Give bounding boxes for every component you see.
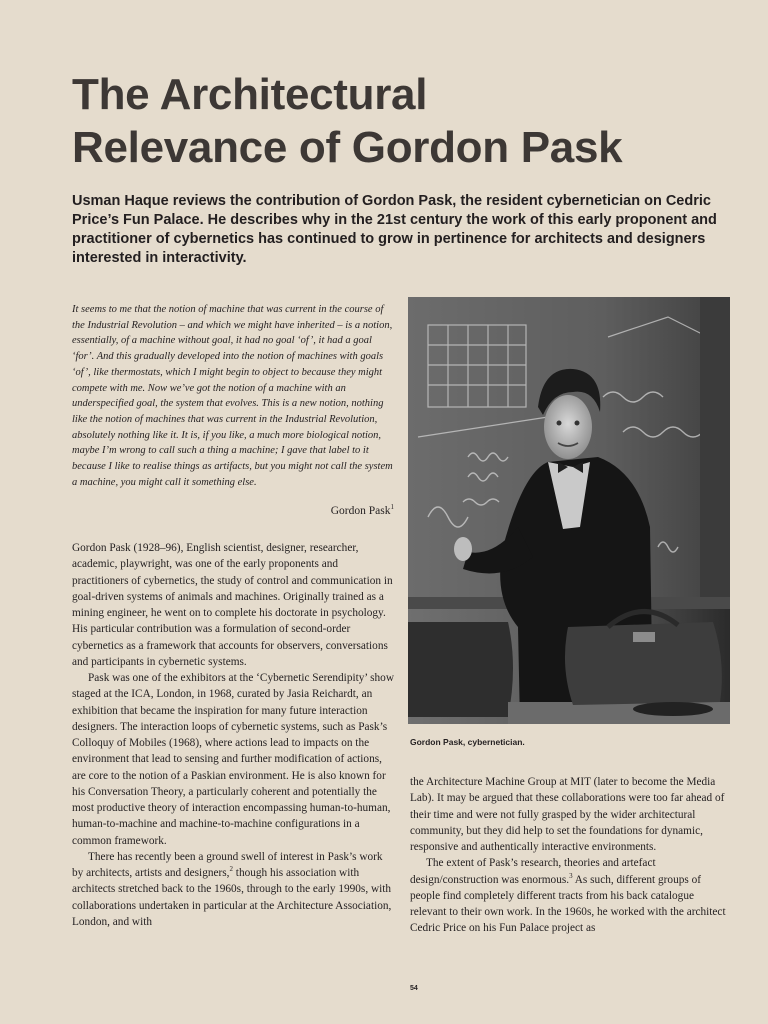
paragraph: the Architecture Machine Group at MIT (later to become the Media Lab). It may be argued that these collaborations were too far ahead of their time and were not fully grasped by the wider architectural community, but they did help to set the foundations for dynamic, responsive and authentically interactive environments. xyxy=(410,776,725,853)
body-column-right xyxy=(410,774,732,937)
epigraph-quote: It seems to me that the notion of machine that was current in the course of the Industrial Revolution – and which we might have inherited – is a notion, essentially, of a machine without goal, it had no goal ‘of’, it had a goal ‘for’. And this gradually developed into the notion of machines with goals ‘of’, like thermostats, which I might begin to object to because they might compete with me. Now we’ve got the notion of a machine with an underspecified goal, the system that evolves. This is a new notion, nothing like the notion of machines that was current in the Industrial Revolution, absolutely nothing like it. It is, if you like, a much more biological notion, maybe I’m wrong to call such a thing a machine; I gave that label to it because I like to realise things as artifacts, but you might not call the system a machine, you might call it something else. xyxy=(72,304,393,488)
footnote-ref-1: 1 xyxy=(390,503,394,512)
lede-text: reviews the contribution of Gordon Pask, the resident cybernetician on Cedric Price’s Fun Palace. He describes why in the 21st century the work of this early proponent and practitioner of cybernetics has continued to grow in pertinence for architects and designers interested in interactivity. xyxy=(72,193,717,266)
title-line-2: Relevance of Gordon Pask xyxy=(72,123,623,172)
epigraph-attribution xyxy=(72,505,394,517)
attribution-name: Gordon Pask xyxy=(330,505,391,517)
article-title xyxy=(72,68,752,174)
paragraph xyxy=(72,849,394,930)
article-lede xyxy=(72,192,737,268)
paragraph-text: There has recently been a ground swell of interest in Pask’s work by architects, artists and designers, xyxy=(72,850,383,879)
lede-author: Usman Haque xyxy=(72,193,169,209)
photo-gordon-pask xyxy=(408,297,730,724)
body-column-left xyxy=(72,540,394,930)
paragraph-text: The extent of Pask’s research, theories and artefact design/construction was enormous. xyxy=(410,857,656,886)
paragraph xyxy=(410,855,732,936)
photo-caption: Gordon Pask, cybernetician. xyxy=(410,737,525,747)
paragraph: Gordon Pask (1928–96), English scientist, designer, researcher, academic, playwright, was one of the early proponents and practitioners of cybernetics, the study of control and communication in goal-driven systems of animals and machines. Originally trained as a mining engineer, he went on to complete his doctorate in psychology. His particular contribution was a formulation of second-order cybernetics as a framework that accounts for observers, conversations and participants in cybernetic systems. xyxy=(72,542,393,668)
paragraph: Pask was one of the exhibitors at the ‘Cybernetic Serendipity’ show staged at the ICA, London, in 1968, curated by Jasia Reichardt, an exhibition that became the inspiration for many future interaction designers. The interaction loops of cybernetic systems, such as Pask’s Colloquy of Mobiles (1968), where actions lead to impacts on the environment that lead to sensing and further modification of actions, are core to the notion of a Paskian environment. He is also known for his Conversation Theory, a particularly coherent and potentially the most productive theory of interaction encompassing human-to-human, human-to-machine and machine-to-machine configurations in a common framework. xyxy=(72,672,394,847)
footnote-ref-2: 2 xyxy=(229,865,233,874)
paragraph-text: As such, different groups of people find completely different tracts from his back catalogue relevant to their own work. In the 1960s, he worked with the architect Cedric Price on his Fun Palace project as xyxy=(410,873,726,935)
page-number: 54 xyxy=(410,985,418,992)
paragraph-text: though his association with architects stretched back to the 1960s, through to the early 1990s, with collaborations undertaken in particular at the Architecture Association, London, and with xyxy=(72,867,392,928)
footnote-ref-3: 3 xyxy=(569,871,573,880)
title-line-1: The Architectural xyxy=(72,70,428,119)
